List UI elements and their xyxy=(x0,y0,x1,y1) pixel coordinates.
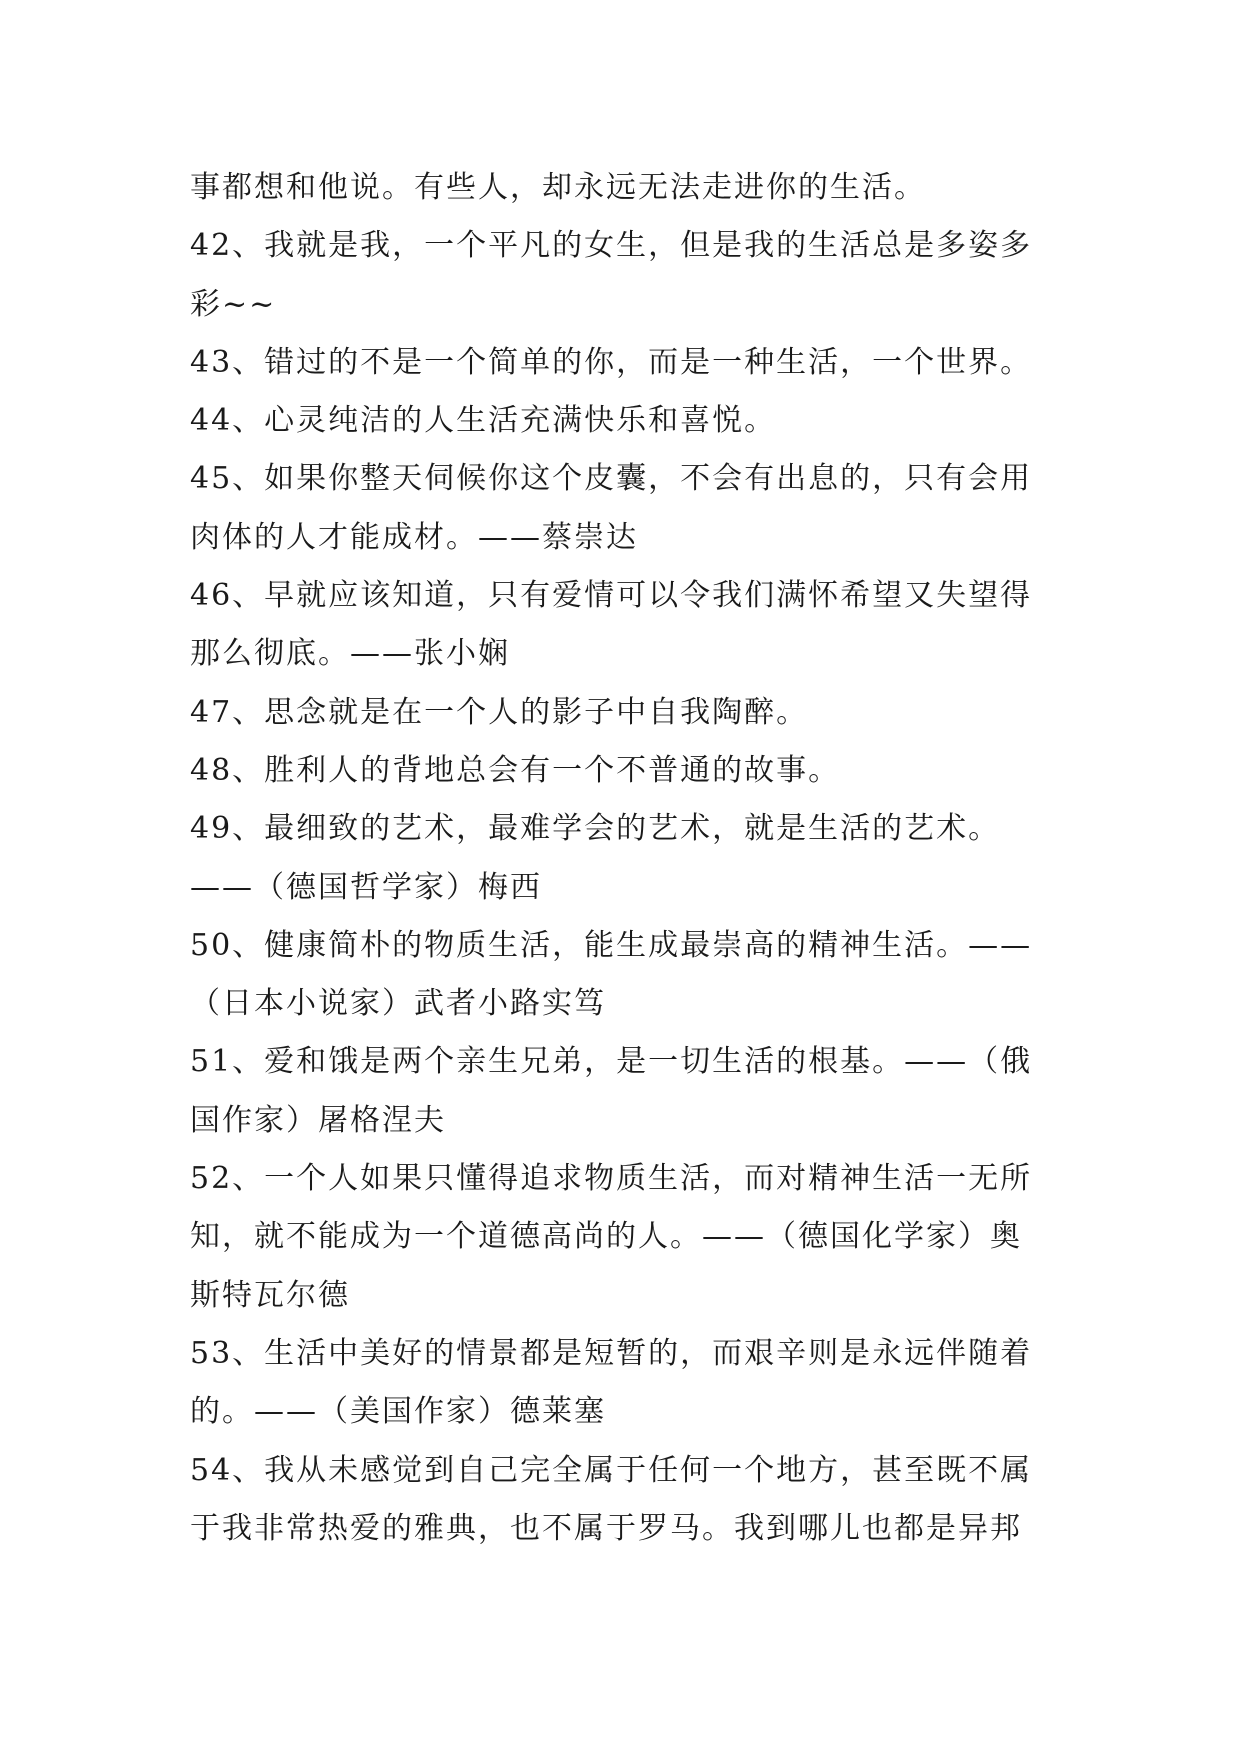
text-line: 45、如果你整天伺候你这个皮囊，不会有出息的，只有会用 xyxy=(190,461,1033,497)
text-line: （日本小说家）武者小路实笃 xyxy=(190,986,606,1022)
text-line: 50、健康简朴的物质生活，能生成最崇高的精神生活。—— xyxy=(190,927,1033,963)
text-line: 51、爱和饿是两个亲生兄弟，是一切生活的根基。——（俄 xyxy=(190,1044,1033,1080)
text-line: 52、一个人如果只懂得追求物质生活，而对精神生活一无所 xyxy=(190,1161,1033,1197)
text-line: 的。——（美国作家）德莱塞 xyxy=(190,1394,606,1430)
text-line: 54、我从未感觉到自己完全属于任何一个地方，甚至既不属 xyxy=(190,1452,1033,1488)
text-line: 53、生活中美好的情景都是短暂的，而艰辛则是永远伴随着 xyxy=(190,1335,1033,1371)
text-line: ——（德国哲学家）梅西 xyxy=(190,869,542,905)
text-line: 于我非常热爱的雅典，也不属于罗马。我到哪儿也都是异邦 xyxy=(190,1510,1022,1546)
text-line: 43、错过的不是一个简单的你，而是一种生活，一个世界。 xyxy=(190,344,1033,380)
text-line: 46、早就应该知道，只有爱情可以令我们满怀希望又失望得 xyxy=(190,578,1033,614)
text-line: 47、思念就是在一个人的影子中自我陶醉。 xyxy=(190,694,809,730)
text-line: 49、最细致的艺术，最难学会的艺术，就是生活的艺术。 xyxy=(190,811,1001,847)
text-line: 那么彻底。——张小娴 xyxy=(190,636,510,672)
text-line: 肉体的人才能成材。——蔡崇达 xyxy=(190,519,638,555)
text-line: 44、心灵纯洁的人生活充满快乐和喜悦。 xyxy=(190,403,777,439)
text-line: 国作家）屠格涅夫 xyxy=(190,1102,446,1138)
text-line: 斯特瓦尔德 xyxy=(190,1277,350,1313)
text-line: 42、我就是我，一个平凡的女生，但是我的生活总是多姿多 xyxy=(190,228,1033,264)
text-line: 知，就不能成为一个道德高尚的人。——（德国化学家）奥 xyxy=(190,1219,1022,1255)
text-line: 彩~~ xyxy=(190,286,277,322)
text-line: 事都想和他说。有些人，却永远无法走进你的生活。 xyxy=(190,170,926,205)
text-line: 48、胜利人的背地总会有一个不普通的故事。 xyxy=(190,752,841,788)
body-text xyxy=(190,159,1090,1558)
